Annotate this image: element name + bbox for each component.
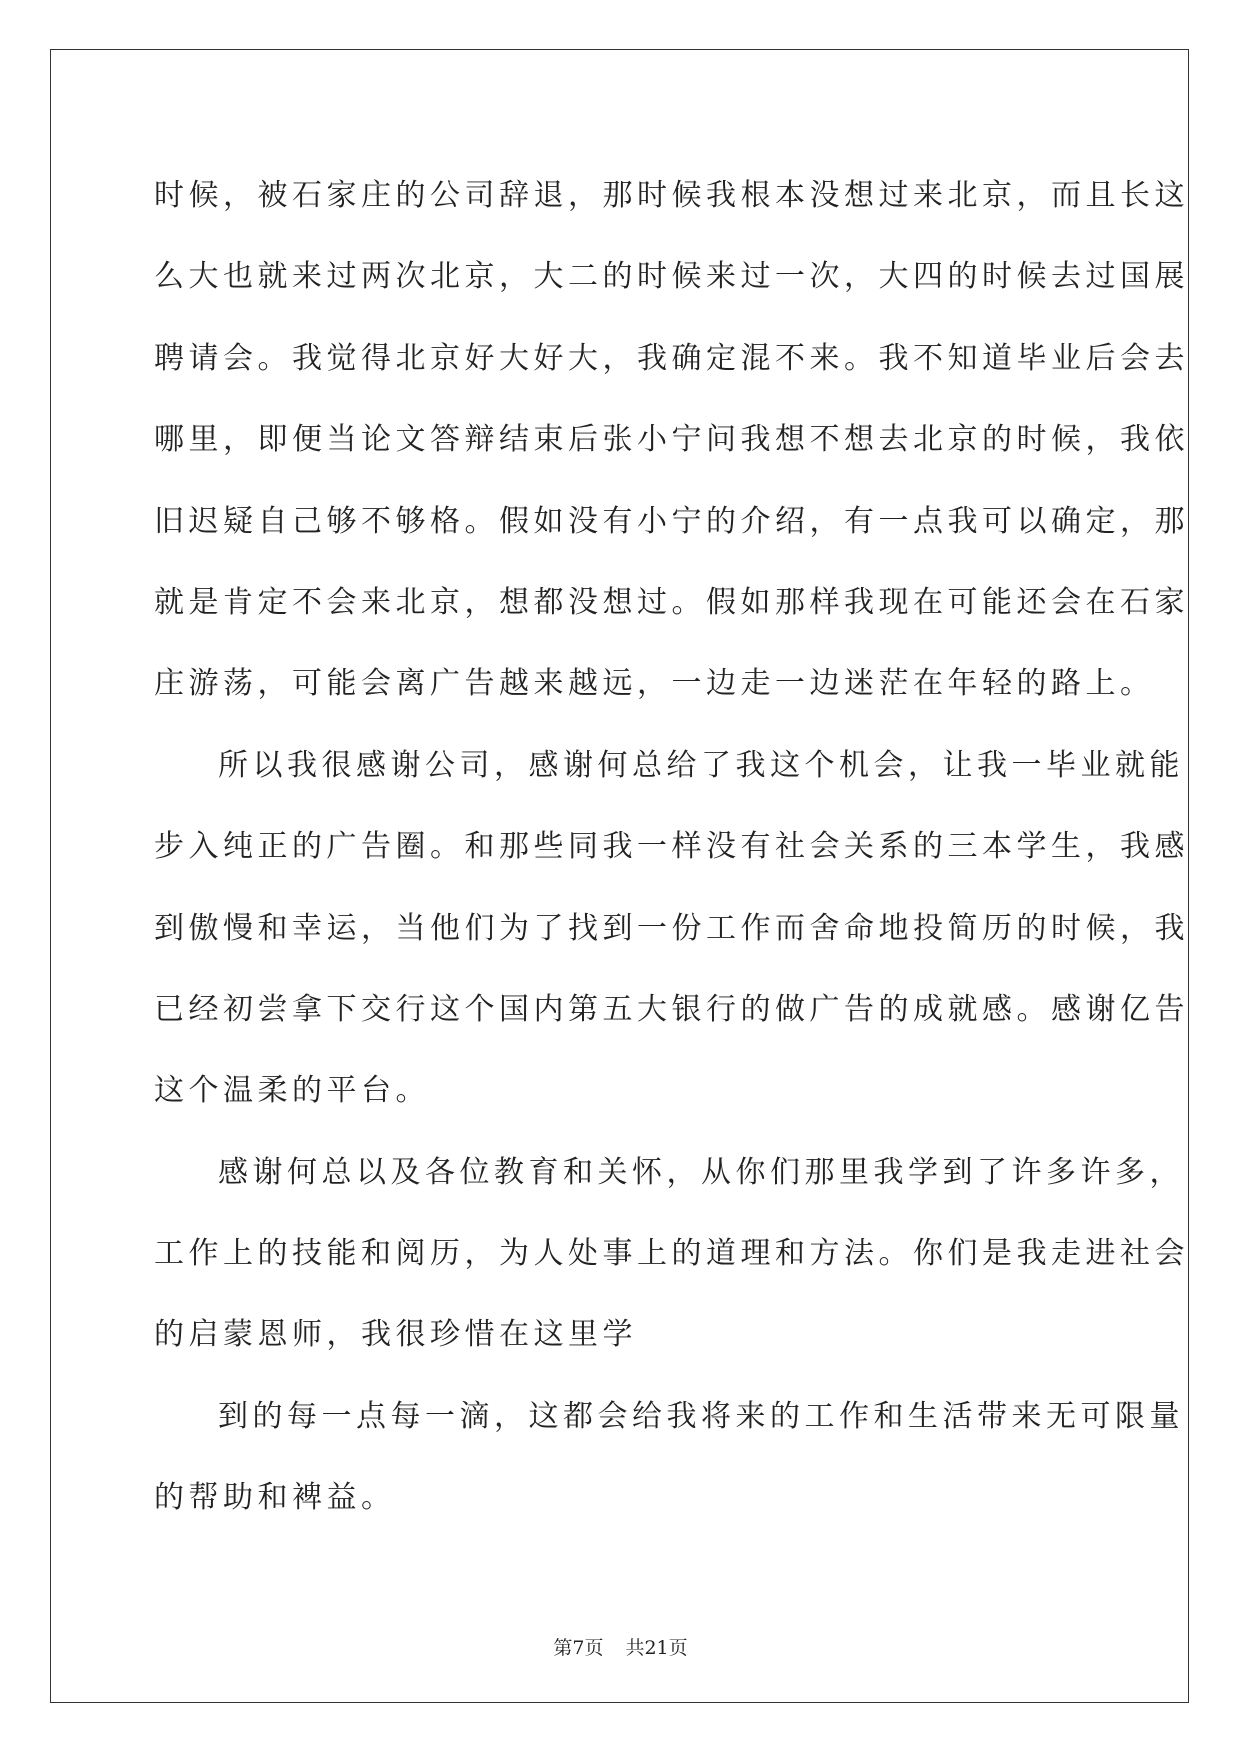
text-line: 么大也就来过两次北京，大二的时候来过一次，大四的时候去过国展 — [154, 259, 1189, 295]
paragraph — [154, 725, 1189, 1132]
text-line: 时候，被石家庄的公司辞退，那时候我根本没想过来北京，而且长这 — [154, 178, 1189, 213]
paragraph — [154, 155, 1189, 725]
paragraph — [154, 1132, 1189, 1376]
text-line: 到的每一点每一滴，这都会给我将来的工作和生活带来无可限量 — [218, 1398, 1184, 1434]
page-total: 共21页 — [625, 1637, 688, 1659]
text-line: 到傲慢和幸运，当他们为了找到一份工作而舍命地投简历的时候，我 — [154, 910, 1189, 946]
text-line-indented — [154, 1376, 1184, 1457]
text-line: 的帮助和裨益。 — [154, 1480, 396, 1516]
paragraph — [154, 1376, 1184, 1539]
page-footer — [0, 1636, 1241, 1660]
text-line-indented — [154, 1132, 1184, 1213]
text-line: 这个温柔的平台。 — [154, 1073, 430, 1109]
text-line: 庄游荡，可能会离广告越来越远，一边走一边迷茫在年轻的路上。 — [154, 666, 1155, 702]
text-line-indented — [154, 725, 1184, 806]
text-line: 哪里，即便当论文答辩结束后张小宁问我想不想去北京的时候，我依 — [154, 422, 1189, 458]
text-line: 的启蒙恩师，我很珍惜在这里学 — [154, 1317, 637, 1353]
text-line: 聘请会。我觉得北京好大好大，我确定混不来。我不知道毕业后会去 — [154, 340, 1189, 376]
text-line: 所以我很感谢公司，感谢何总给了我这个机会，让我一毕业就能 — [218, 747, 1184, 783]
text-line: 已经初尝拿下交行这个国内第五大银行的做广告的成就感。感谢亿告 — [154, 991, 1189, 1027]
text-line: 步入纯正的广告圈。和那些同我一样没有社会关系的三本学生，我感 — [154, 829, 1189, 865]
document-body — [154, 155, 1189, 1539]
page-number: 第7页 — [553, 1637, 604, 1659]
text-line: 旧迟疑自己够不够格。假如没有小宁的介绍，有一点我可以确定，那 — [154, 503, 1189, 539]
text-line: 感谢何总以及各位教育和关怀，从你们那里我学到了许多许多， — [218, 1154, 1184, 1190]
text-line: 工作上的技能和阅历，为人处事上的道理和方法。你们是我走进社会 — [154, 1236, 1189, 1272]
text-line: 就是肯定不会来北京，想都没想过。假如那样我现在可能还会在石家 — [154, 584, 1189, 620]
